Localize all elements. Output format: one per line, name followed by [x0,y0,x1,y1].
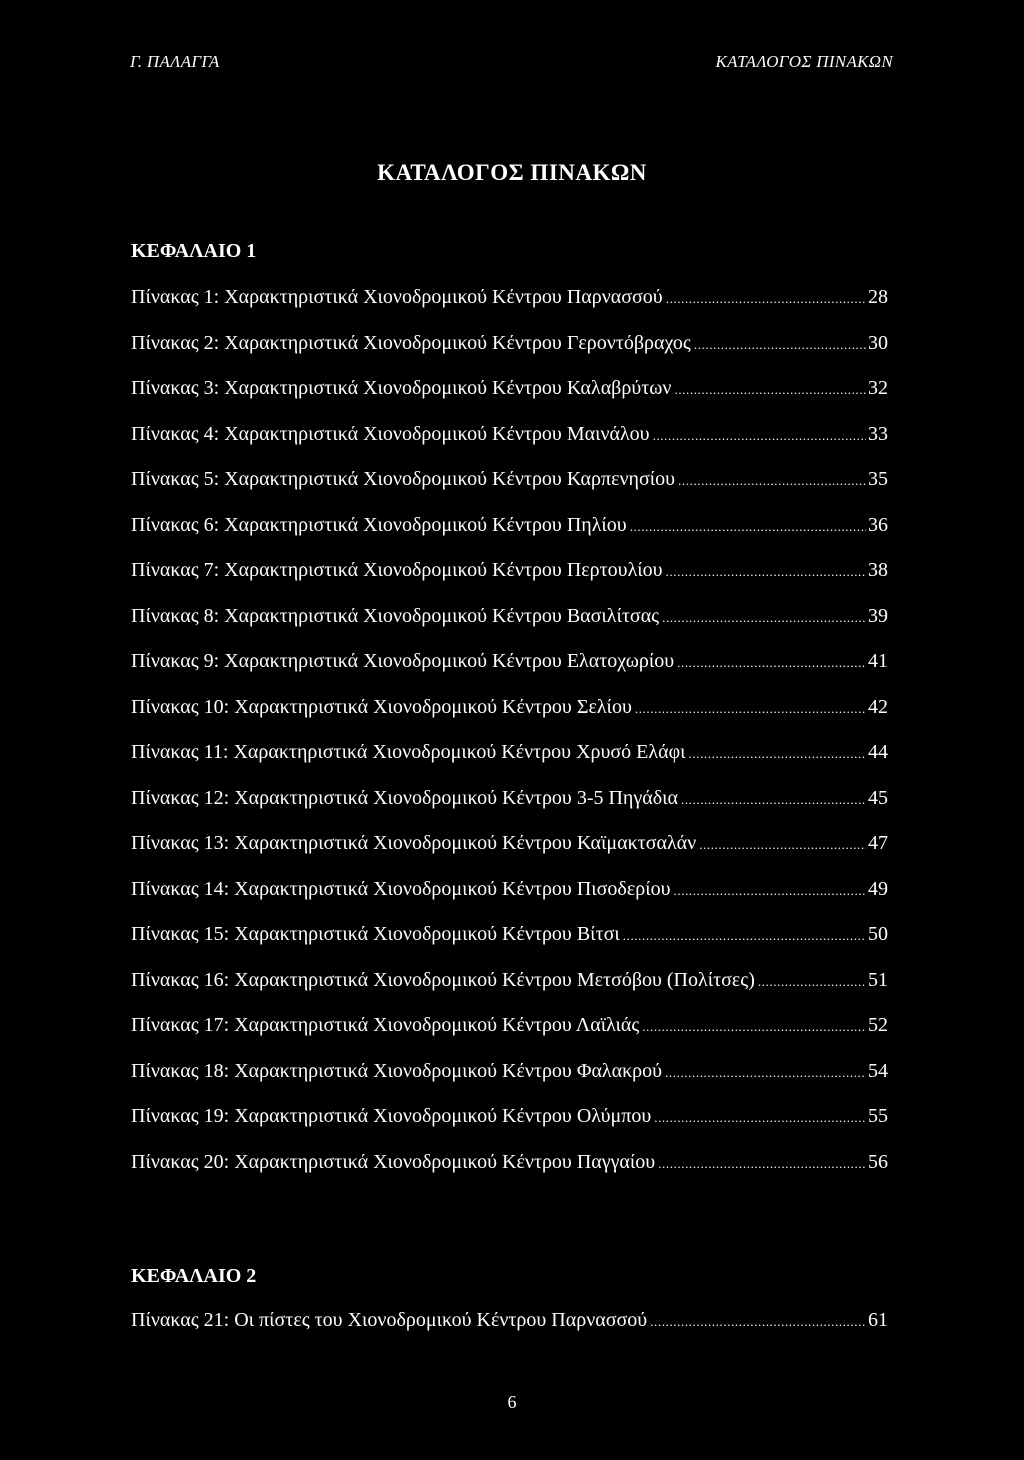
toc-entry-label: Πίνακας 6: Χαρακτηριστικά Χιονοδρομικού Κέντρου Πηλίου [131,513,627,536]
running-header-author: Γ. ΠΑΛΑΓΓΑ [130,52,220,71]
toc-entry[interactable] [131,1151,888,1197]
toc-entry-label: Πίνακας 4: Χαρακτηριστικά Χιονοδρομικού Κέντρου Μαινάλου [131,422,650,445]
toc-entry-label: Πίνακας 7: Χαρακτηριστικά Χιονοδρομικού Κέντρου Περτουλίου [131,559,663,581]
dot-leader [699,837,866,853]
toc-entry-label: Πίνακας 12: Χαρακτηριστικά Χιονοδρομικού Κέντρου 3-5 Πηγάδια [131,786,678,809]
toc-entry[interactable] [131,696,888,742]
dot-leader [674,382,866,398]
table-list-chapter-1 [131,286,888,1196]
toc-entry[interactable] [131,923,888,969]
dot-leader [674,883,866,899]
toc-entry[interactable] [131,878,888,924]
toc-entry-label: Πίνακας 9: Χαρακτηριστικά Χιονοδρομικού Κέντρου Ελατοχωρίου [131,650,675,672]
toc-entry-page-number: 41 [868,650,888,672]
running-header-section: ΚΑΤΑΛΟΓΟΣ ΠΙΝΑΚΩΝ [715,52,893,71]
page-title: ΚΑΤΑΛΟΓΟΣ ΠΙΝΑΚΩΝ [377,160,647,185]
toc-entry-page-number: 56 [868,1150,888,1173]
dot-leader [653,428,866,444]
dot-leader [677,655,866,671]
toc-entry-page-number: 35 [868,468,888,490]
toc-entry[interactable] [131,650,888,696]
toc-entry-page-number: 39 [868,604,888,627]
toc-entry[interactable] [131,286,888,332]
toc-entry-page-number: 42 [868,695,888,718]
toc-entry-page-number: 32 [868,377,888,399]
toc-entry-page-number: 28 [868,286,888,308]
dot-leader [666,564,866,580]
toc-entry[interactable] [131,741,888,787]
toc-entry-page-number: 50 [868,923,888,945]
dot-leader [623,928,866,944]
toc-entry[interactable] [131,1014,888,1060]
toc-entry[interactable] [131,559,888,605]
dot-leader [658,1156,866,1172]
toc-entry-label: Πίνακας 2: Χαρακτηριστικά Χιονοδρομικού Κέντρου Γεροντόβραχος [131,331,691,354]
dot-leader [635,701,866,717]
toc-entry-page-number: 49 [868,877,888,900]
dot-leader [654,1110,866,1126]
toc-entry[interactable] [131,1060,888,1106]
toc-entry-page-number: 36 [868,513,888,536]
toc-entry-label: Πίνακας 8: Χαρακτηριστικά Χιονοδρομικού Κέντρου Βασιλίτσας [131,604,660,627]
toc-entry[interactable] [131,468,888,514]
toc-entry-page-number: 54 [868,1059,888,1082]
toc-entry-page-number: 47 [868,832,888,854]
dot-leader [630,519,866,535]
toc-entry[interactable] [131,787,888,833]
chapter-heading-2: ΚΕΦΑΛΑΙΟ 2 [131,1265,257,1287]
dot-leader [758,974,866,990]
toc-entry[interactable] [131,377,888,423]
toc-entry-label: Πίνακας 18: Χαρακτηριστικά Χιονοδρομικού Κέντρου Φαλακρού [131,1059,663,1082]
toc-entry-label: Πίνακας 10: Χαρακτηριστικά Χιονοδρομικού Κέντρου Σελίου [131,695,632,718]
toc-entry[interactable] [131,832,888,878]
toc-entry-page-number: 33 [868,422,888,445]
dot-leader [681,792,866,808]
toc-entry-page-number: 45 [868,786,888,809]
dot-leader [689,746,866,762]
toc-entry-label: Πίνακας 17: Χαρακτηριστικά Χιονοδρομικού Κέντρου Λαϊλιάς [131,1014,640,1036]
dot-leader [650,1314,866,1330]
toc-entry-label: Πίνακας 20: Χαρακτηριστικά Χιονοδρομικού Κέντρου Παγγαίου [131,1150,656,1173]
dot-leader [642,1019,866,1035]
toc-entry-label: Πίνακας 15: Χαρακτηριστικά Χιονοδρομικού Κέντρου Βίτσι [131,923,620,945]
toc-entry-label: Πίνακας 3: Χαρακτηριστικά Χιονοδρομικού Κέντρου Καλαβρύτων [131,377,672,399]
toc-entry[interactable] [131,1309,888,1355]
toc-entry-label: Πίνακας 13: Χαρακτηριστικά Χιονοδρομικού Κέντρου Καϊμακτσαλάν [131,832,697,854]
toc-entry-page-number: 51 [868,968,888,991]
toc-entry[interactable] [131,332,888,378]
toc-entry-label: Πίνακας 11: Χαρακτηριστικά Χιονοδρομικού Κέντρου Χρυσό Ελάφι [131,741,686,763]
toc-entry[interactable] [131,514,888,560]
toc-entry-page-number: 52 [868,1014,888,1036]
dot-leader [666,291,866,307]
toc-entry-label: Πίνακας 1: Χαρακτηριστικά Χιονοδρομικού Κέντρου Παρνασσού [131,286,663,308]
page-number: 6 [507,1392,517,1412]
toc-entry-label: Πίνακας 16: Χαρακτηριστικά Χιονοδρομικού Κέντρου Μετσόβου (Πολίτσες) [131,968,755,991]
dot-leader [678,473,866,489]
toc-entry-page-number: 44 [868,741,888,763]
toc-entry[interactable] [131,1105,888,1151]
dot-leader [665,1065,866,1081]
toc-entry-page-number: 30 [868,331,888,354]
chapter-heading-1: ΚΕΦΑΛΑΙΟ 1 [131,240,257,262]
toc-entry-label: Πίνακας 5: Χαρακτηριστικά Χιονοδρομικού Κέντρου Καρπενησίου [131,468,676,490]
toc-entry[interactable] [131,969,888,1015]
toc-entry-page-number: 55 [868,1105,888,1127]
toc-entry[interactable] [131,423,888,469]
toc-entry-page-number: 61 [868,1309,888,1331]
toc-entry-page-number: 38 [868,559,888,581]
table-list-chapter-2 [131,1309,888,1355]
dot-leader [694,337,866,353]
toc-entry[interactable] [131,605,888,651]
toc-entry-label: Πίνακας 21: Οι πίστες του Χιονοδρομικού Κέντρου Παρνασσού [131,1309,648,1331]
toc-entry-label: Πίνακας 14: Χαρακτηριστικά Χιονοδρομικού Κέντρου Πισοδερίου [131,877,671,900]
dot-leader [662,610,866,626]
toc-entry-label: Πίνακας 19: Χαρακτηριστικά Χιονοδρομικού Κέντρου Ολύμπου [131,1105,652,1127]
